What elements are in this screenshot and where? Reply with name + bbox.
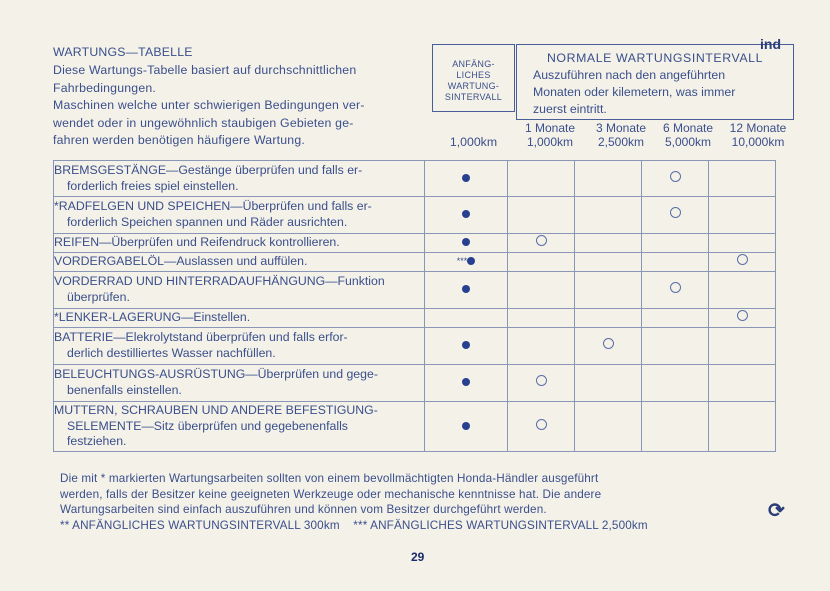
interval-cell [575, 161, 642, 197]
interval-cell [642, 328, 709, 365]
task-line: SELEMENTE—Sitz überprüfen und gegebenenfalls [67, 418, 348, 433]
open-circle-icon [603, 338, 614, 349]
interval-cell [709, 309, 776, 328]
task-line: VORDERRAD UND HINTERRADAUFHÄNGUNG—Funktion [54, 274, 385, 289]
task-line: forderlich Speichen spannen und Räder ausrichten. [67, 215, 348, 229]
first-interval-label: ANFÄNG- [452, 59, 495, 69]
footnote-marker: *** [456, 256, 468, 267]
first-interval-km: 1,000km [449, 135, 498, 149]
interval-km: 10,000km [731, 135, 785, 149]
open-circle-icon [737, 254, 748, 265]
interval-cell [709, 197, 776, 234]
interval-cell [642, 272, 709, 309]
first-interval-cell [425, 328, 508, 365]
interval-cell [508, 272, 575, 309]
interval-cell [642, 197, 709, 234]
interval-cell [575, 197, 642, 234]
intro-line: Fahrbedingungen. [53, 80, 157, 95]
task-cell [54, 402, 425, 452]
filled-dot-icon [462, 238, 470, 246]
footer-line: ** ANFÄNGLICHES WARTUNGSINTERVALL 300km *** ANFÄNGLICHES WARTUNGSINTERVALL 2,500km [60, 518, 648, 532]
task-cell [54, 161, 425, 197]
task-line: benenfalls einstellen. [67, 383, 182, 397]
filled-dot-icon [462, 378, 470, 386]
interval-column-header [722, 121, 794, 149]
footer-line: werden, falls der Besitzer keine geeigneten Werkzeuge oder mechanische kenntnisse hat. Die andere [60, 487, 602, 501]
interval-cell [642, 365, 709, 402]
task-line: MUTTERN, SCHRAUBEN UND ANDERE BEFESTIGUNG- [54, 403, 378, 418]
interval-months: 1 Monate [524, 121, 576, 135]
interval-cell [642, 402, 709, 452]
first-interval-cell [425, 253, 508, 272]
intro-line: Diese Wartungs-Tabelle basiert auf durchschnittlichen [53, 63, 357, 78]
task-line: BATTERIE—Elekrolytstand überprüfen und falls erfor- [54, 330, 348, 345]
task-cell [54, 328, 425, 365]
footer-notes [60, 471, 790, 533]
first-interval-cell [425, 309, 508, 328]
interval-cell [575, 365, 642, 402]
first-interval-cell [425, 197, 508, 234]
interval-cell [508, 253, 575, 272]
task-line: REIFEN—Überprüfen und Reifendruck kontrollieren. [54, 235, 340, 250]
table-row [54, 365, 776, 402]
open-circle-icon [737, 310, 748, 321]
page-number: 29 [411, 550, 425, 564]
maintenance-table [53, 160, 776, 452]
interval-column-header [655, 121, 721, 149]
interval-cell [575, 272, 642, 309]
interval-km: 5,000km [664, 135, 712, 149]
interval-cell [575, 253, 642, 272]
filled-dot-icon [462, 422, 470, 430]
table-row [54, 328, 776, 365]
interval-cell [508, 328, 575, 365]
task-line: *RADFELGEN UND SPEICHEN—Überprüfen und falls er- [54, 199, 372, 214]
table-row [54, 161, 776, 197]
open-circle-icon [670, 282, 681, 293]
task-line: überprüfen. [67, 290, 130, 304]
interval-cell [709, 272, 776, 309]
interval-cell [575, 234, 642, 253]
interval-cell [508, 197, 575, 234]
task-cell [54, 253, 425, 272]
interval-cell [575, 328, 642, 365]
normal-interval-header [516, 44, 794, 120]
intro-line: fahren werden benötigen häufigere Wartung. [53, 133, 305, 148]
intro-line: wendet oder in ungewöhnlich staubigen Gebieten ge- [53, 115, 354, 130]
first-interval-cell [425, 402, 508, 452]
task-cell [54, 197, 425, 234]
normal-interval-title: NORMALE WARTUNGSINTERVALL [546, 51, 764, 65]
interval-cell [709, 402, 776, 452]
footer-line: Wartungsarbeiten sind einfach auszuführen und können vom Besitzer durchgeführt werden. [60, 503, 547, 517]
interval-cell [508, 309, 575, 328]
corner-mark-top-icon: ind [760, 36, 781, 52]
interval-cell [575, 309, 642, 328]
table-row [54, 309, 776, 328]
footer-line: Die mit * markierten Wartungsarbeiten sollten von einem bevollmächtigten Honda-Händler ausgeführt [60, 472, 599, 485]
open-circle-icon [670, 171, 681, 182]
interval-cell [709, 161, 776, 197]
intro-line: Maschinen welche unter schwierigen Bedingungen ver- [53, 98, 365, 113]
task-cell [54, 365, 425, 402]
interval-cell [642, 253, 709, 272]
open-circle-icon [670, 207, 681, 218]
task-cell [54, 309, 425, 328]
normal-interval-desc: Auszuführen nach den angeführten [533, 68, 726, 82]
intro-block [53, 44, 428, 149]
task-cell [54, 272, 425, 309]
interval-cell [642, 309, 709, 328]
table-row [54, 197, 776, 234]
normal-interval-desc: Monaten oder kilemetern, was immer [533, 85, 736, 99]
first-interval-label: LICHES [456, 70, 491, 80]
first-interval-cell [425, 365, 508, 402]
interval-cell [709, 253, 776, 272]
open-circle-icon [536, 375, 547, 386]
filled-dot-icon [462, 174, 470, 182]
task-line: BELEUCHTUNGS-AUSRÜSTUNG—Überprüfen und gege- [54, 367, 378, 382]
interval-km: 1,000km [526, 135, 574, 149]
filled-dot-icon [462, 341, 470, 349]
corner-mark-bottom-icon: ⟳ [768, 500, 785, 522]
interval-cell [508, 402, 575, 452]
filled-dot-icon [462, 210, 470, 218]
interval-column-header [517, 121, 583, 149]
task-line: derlich destilliertes Wasser nachfüllen. [67, 346, 276, 360]
filled-dot-icon [462, 285, 470, 293]
interval-months: 12 Monate [729, 121, 787, 135]
interval-cell [642, 234, 709, 253]
task-line: BREMSGESTÄNGE—Gestänge überprüfen und falls er- [54, 162, 363, 177]
task-line: festziehen. [67, 434, 127, 449]
table-row [54, 402, 776, 452]
table-row [54, 272, 776, 309]
first-interval-label: SINTERVALL [444, 92, 503, 102]
table-title: WARTUNGS—TABELLE [53, 45, 193, 59]
interval-cell [575, 402, 642, 452]
first-interval-cell [425, 161, 508, 197]
open-circle-icon [536, 235, 547, 246]
first-interval-cell [425, 234, 508, 253]
interval-cell [508, 365, 575, 402]
open-circle-icon [536, 419, 547, 430]
interval-km: 2,500km [597, 135, 645, 149]
interval-cell [709, 328, 776, 365]
interval-cell [642, 161, 709, 197]
interval-months: 3 Monate [595, 121, 647, 135]
task-cell [54, 234, 425, 253]
task-line: VORDERGABELÖL—Auslassen und auffülen. [54, 254, 308, 269]
table-row [54, 234, 776, 253]
normal-interval-desc: zuerst eintritt. [533, 102, 607, 116]
interval-cell [709, 365, 776, 402]
first-interval-label: WARTUNG- [447, 81, 500, 91]
interval-cell [508, 234, 575, 253]
task-line: *LENKER-LAGERUNG—Einstellen. [54, 310, 251, 325]
first-interval-header [432, 44, 515, 112]
table-row [54, 253, 776, 272]
first-interval-cell [425, 272, 508, 309]
task-line: forderlich freies spiel einstellen. [67, 178, 239, 193]
interval-cell [508, 161, 575, 197]
interval-column-header [588, 121, 654, 149]
interval-months: 6 Monate [662, 121, 714, 135]
filled-dot-icon [467, 257, 475, 265]
interval-cell [709, 234, 776, 253]
